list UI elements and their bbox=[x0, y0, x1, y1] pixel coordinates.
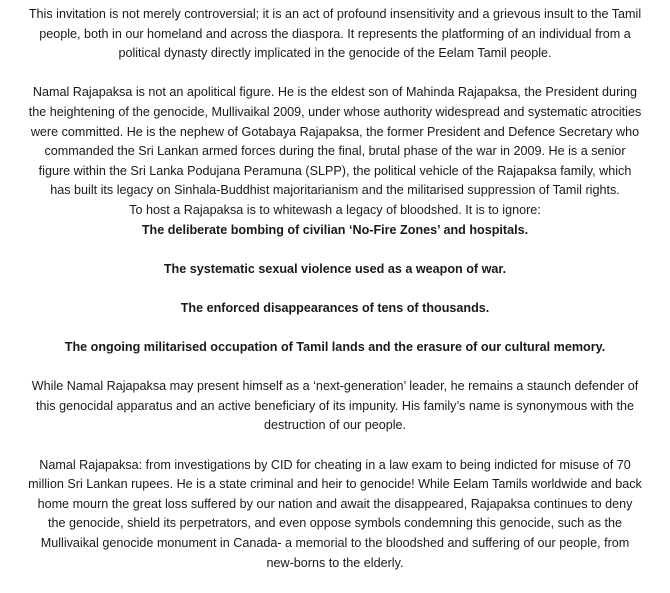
paragraph-next-generation: While Namal Rajapaksa may present himself as a ‘next-generation’ leader, he remains a staunch defender of this genocidal apparatus and an active beneficiary of its impunity. His family’s name is synonymous with the destruction of our people. bbox=[31, 379, 639, 433]
paragraph-namal-background: Namal Rajapaksa is not an apolitical figure. He is the eldest son of Mahinda Rajapaksa, the President during the heightening of the genocide, Mullivaikal 2009, under whose authority widespread and systematic atrocities were committed. He is the nephew of Gotabaya Rajapaksa, the former President and Defence Secretary who commanded the Sri Lankan armed forces during the final, brutal phase of the war in 2009. He is a senior figure within the Sri Lanka Podujana Peramuna (SLPP), the political vehicle of the Rajapaksa family, which has built its legacy on Sinhala-Buddhist majoritarianism and the militarised suppression of Tamil rights. bbox=[28, 85, 642, 198]
list-item: The deliberate bombing of civilian ‘No-Fire Zones’ and hospitals. bbox=[141, 222, 529, 237]
paragraph-whitewash-intro: To host a Rajapaksa is to whitewash a legacy of bloodshed. It is to ignore: bbox=[129, 202, 541, 217]
document-body bbox=[0, 5, 670, 593]
list-item: The ongoing militarised occupation of Tamil lands and the erasure of our cultural memory. bbox=[64, 340, 606, 355]
paragraph-criminal-record: Namal Rajapaksa: from investigations by CID for cheating in a law exam to being indicted for misuse of 70 million Sri Lankan rupees. He is a state criminal and heir to genocide! While Eelam Tamils worldwide and back home mourn the great loss suffered by our nation and await the disappeared, Rajapaksa continues to deny the genocide, shield its perpetrators, and even oppose symbols condemning this genocide, such as the Mullivaikal genocide monument in Canada- a memorial to the bloodshed and suffering of our people, from new-borns to the elderly. bbox=[28, 457, 642, 570]
list-item: The enforced disappearances of tens of thousands. bbox=[180, 300, 490, 315]
paragraph-invitation-insult: This invitation is not merely controversial; it is an act of profound insensitivity and a grievous insult to the Tamil people, both in our homeland and across the diaspora. It represents the platforming of an individual from a political dynasty directly implicated in the genocide of the Eelam Tamil people. bbox=[28, 7, 642, 61]
list-item: The systematic sexual violence used as a weapon of war. bbox=[163, 261, 507, 276]
atrocities-list bbox=[0, 221, 670, 358]
